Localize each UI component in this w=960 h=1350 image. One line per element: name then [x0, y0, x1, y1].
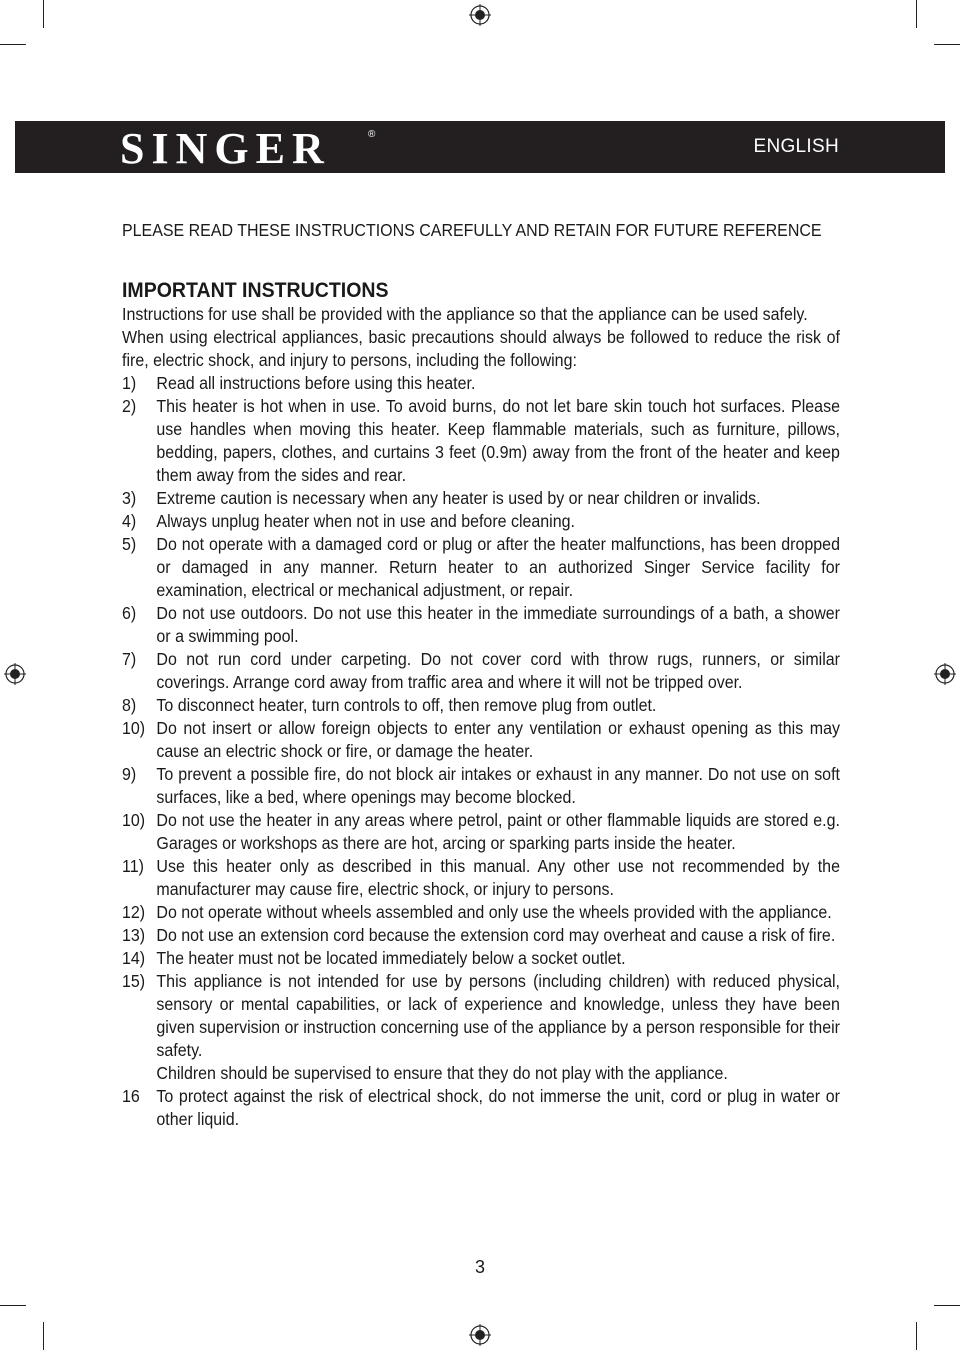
- item-text: Do not insert or allow foreign objects to enter any ventilation or exhaust opening as this may cause an electric shock or fire, or damage the heater.: [156, 718, 840, 761]
- registration-mark-icon: [469, 1324, 491, 1346]
- list-item: [122, 947, 840, 970]
- list-item: [122, 395, 840, 487]
- item-text: Do not use the heater in any areas where petrol, paint or other flammable liquids are stored e.g. Garages or workshops as there are hot, arcing or sparking parts inside the heater.: [156, 810, 840, 853]
- item-text: Always unplug heater when not in use and before cleaning.: [156, 511, 575, 531]
- list-item: [122, 602, 840, 648]
- item-number: 3): [122, 488, 137, 508]
- list-item: [122, 901, 840, 924]
- list-item: [122, 372, 840, 395]
- list-item: [122, 924, 840, 947]
- item-number: 12): [122, 902, 146, 922]
- instruction-list: [122, 372, 840, 1131]
- list-item: [122, 533, 840, 602]
- brand-logo: SINGER: [120, 124, 331, 173]
- list-item: [122, 970, 840, 1085]
- item-number: 8): [122, 695, 137, 715]
- intro-paragraph: When using electrical appliances, basic precautions should always be followed to reduce the risk of fire, electric shock, and injury to persons, including the following:: [122, 327, 840, 370]
- item-number: 16: [122, 1086, 140, 1106]
- read-instructions-notice: PLEASE READ THESE INSTRUCTIONS CAREFULLY AND RETAIN FOR FUTURE REFERENCE: [122, 220, 822, 240]
- list-item: [122, 809, 840, 855]
- item-number: 15): [122, 971, 146, 991]
- crop-mark: [934, 44, 960, 45]
- registration-mark-icon: [934, 663, 956, 685]
- crop-mark: [0, 44, 26, 45]
- crop-mark: [916, 0, 917, 28]
- item-number: 11): [122, 856, 144, 876]
- crop-mark: [0, 1305, 26, 1306]
- item-text: Do not run cord under carpeting. Do not cover cord with throw rugs, runners, or similar coverings. Arrange cord away from traffic area and where it will not be tripped over.: [156, 649, 840, 692]
- item-number: 10): [122, 810, 146, 830]
- item-number: 10): [122, 718, 146, 738]
- item-text: To protect against the risk of electrical shock, do not immerse the unit, cord or plug in water or other liquid.: [156, 1086, 840, 1129]
- item-number: 5): [122, 534, 137, 554]
- crop-mark: [934, 1305, 960, 1306]
- crop-mark: [43, 0, 44, 28]
- item-number: 1): [122, 373, 137, 393]
- item-text: To prevent a possible fire, do not block air intakes or exhaust in any manner. Do not use on soft surfaces, like a bed, where openings may become blocked.: [156, 764, 840, 807]
- item-text: Read all instructions before using this heater.: [156, 373, 476, 393]
- registration-mark-icon: [4, 663, 26, 685]
- registered-mark: ®: [368, 129, 376, 140]
- list-item: [122, 694, 840, 717]
- item-number: 6): [122, 603, 137, 623]
- item-number: 14): [122, 948, 146, 968]
- list-item: [122, 648, 840, 694]
- section-title: IMPORTANT INSTRUCTIONS: [122, 279, 389, 302]
- item-number: 13): [122, 925, 146, 945]
- item-text: This heater is hot when in use. To avoid burns, do not let bare skin touch hot surfaces. Please use handles when moving this heater. Keep flammable materials, such as furniture, pillows, bedding, papers, clothes, and curtains 3 feet (0.9m) away from the front of the heater and keep them away from the sides and rear.: [156, 396, 840, 485]
- item-text: The heater must not be located immediately below a socket outlet.: [156, 948, 626, 968]
- item-text: This appliance is not intended for use by persons (including children) with reduced physical, sensory or mental capabilities, or lack of experience and knowledge, unless they have been given supervision or instruction concerning use of the appliance by a person responsible for their safety.: [156, 971, 840, 1060]
- header-bar: [15, 121, 945, 173]
- item-text: Extreme caution is necessary when any heater is used by or near children or invalids.: [156, 488, 761, 508]
- item-number: 7): [122, 649, 137, 669]
- intro-paragraph: Instructions for use shall be provided with the appliance so that the appliance can be used safely.: [122, 304, 808, 324]
- list-item: [122, 510, 840, 533]
- item-text: Do not operate without wheels assembled and only use the wheels provided with the appliance.: [156, 902, 832, 922]
- registration-mark-icon: [469, 4, 491, 26]
- list-item: [122, 763, 840, 809]
- list-item: [122, 487, 840, 510]
- item-number: 9): [122, 764, 137, 784]
- item-text: To disconnect heater, turn controls to off, then remove plug from outlet.: [156, 695, 657, 715]
- page-number: 3: [474, 1257, 485, 1277]
- list-item: [122, 717, 840, 763]
- item-number: 2): [122, 396, 137, 416]
- language-label: ENGLISH: [753, 136, 839, 157]
- item-text: Do not operate with a damaged cord or plug or after the heater malfunctions, has been dropped or damaged in any manner. Return heater to an authorized Singer Service facility for examination, electrical or mechanical adjustment, or repair.: [156, 534, 840, 600]
- instructions-content: [122, 219, 840, 1131]
- crop-mark: [916, 1322, 917, 1350]
- item-text: Use this heater only as described in this manual. Any other use not recommended by the manufacturer may cause fire, electric shock, or injury to persons.: [156, 856, 840, 899]
- item-number: 4): [122, 511, 137, 531]
- item-text: Do not use outdoors. Do not use this heater in the immediate surroundings of a bath, a shower or a swimming pool.: [156, 603, 840, 646]
- crop-mark: [43, 1322, 44, 1350]
- list-item: [122, 855, 840, 901]
- item-text: Do not use an extension cord because the extension cord may overheat and cause a risk of fire.: [156, 925, 836, 945]
- list-item: [122, 1085, 840, 1131]
- item-extra-text: Children should be supervised to ensure that they do not play with the appliance.: [156, 1063, 728, 1083]
